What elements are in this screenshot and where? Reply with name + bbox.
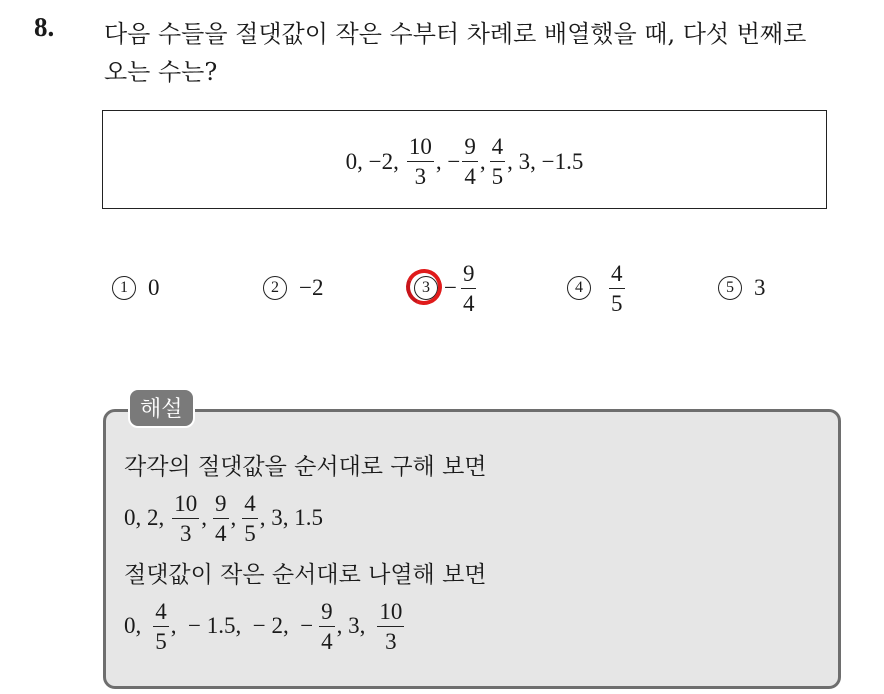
numbers-text-1: 0, −2, [345,148,399,174]
solution-line-3: 절댓값이 작은 순서대로 나열해 보면 [124,562,487,588]
fraction-10-3: $\frac{10}{3}$ [408,134,432,189]
numbers-list [103,135,826,188]
option-2-value: −2 [299,275,324,300]
solution-line-2: 0, 2, $\frac{10}{3}$ , $\frac{9}{4}$ , $\frac{4}{5}$ , 3, 1.5 [124,490,323,546]
numbers-box [102,110,827,209]
option-4[interactable] [567,258,627,318]
numbers-text-2: , − [435,148,461,174]
option-4-mark: 4 [567,276,591,300]
numbers-text-4: , 3, −1.5 [507,148,584,174]
solution-line-4: 0, $\frac{4}{5}$ , − 1.5, − 2, − $\frac{9}{4}$ , 3, $\frac{10}{3}$ [124,598,403,654]
option-2[interactable] [263,258,323,318]
question-text-line-2: 오는 수는? [104,58,218,86]
option-2-mark: 2 [263,276,287,300]
option-5-mark: 5 [718,276,742,300]
fraction-10-3: $\frac{10}{3}$ [174,490,198,546]
fraction-4-5: $\frac{4}{5}$ [155,598,167,654]
numbers-text-3: , [479,148,486,174]
option-1[interactable] [112,258,160,318]
fraction-9-4: $\frac{9}{4}$ [464,134,476,189]
option-5[interactable] [718,258,766,318]
fraction-9-4: $\frac{9}{4}$ [321,598,333,654]
solution-line-1: 각각의 절댓값을 순서대로 구해 보면 [124,454,487,480]
question-text-line-1: 다음 수들을 절댓값이 작은 수부터 차례로 배열했을 때, 다섯 번째로 [104,20,807,48]
option-3-mark: 3 [414,276,438,300]
selected-answer-circle [401,264,447,310]
solution-tag: 해설 [128,388,195,428]
fraction-10-3: $\frac{10}{3}$ [379,598,403,654]
option-3[interactable] [414,258,478,318]
option-3-sign: − [444,275,457,300]
option-1-mark: 1 [112,276,136,300]
question-number: 8. [34,12,55,42]
option-3-fraction: $\frac{9}{4}$ [462,260,475,316]
option-1-value: 0 [148,275,160,300]
fraction-4-5: $\frac{4}{5}$ [491,134,504,189]
fraction-4-5: $\frac{4}{5}$ [244,490,256,546]
option-4-fraction: $\frac{4}{5}$ [611,260,623,316]
option-5-value: 3 [754,275,766,300]
fraction-9-4: $\frac{9}{4}$ [215,490,227,546]
